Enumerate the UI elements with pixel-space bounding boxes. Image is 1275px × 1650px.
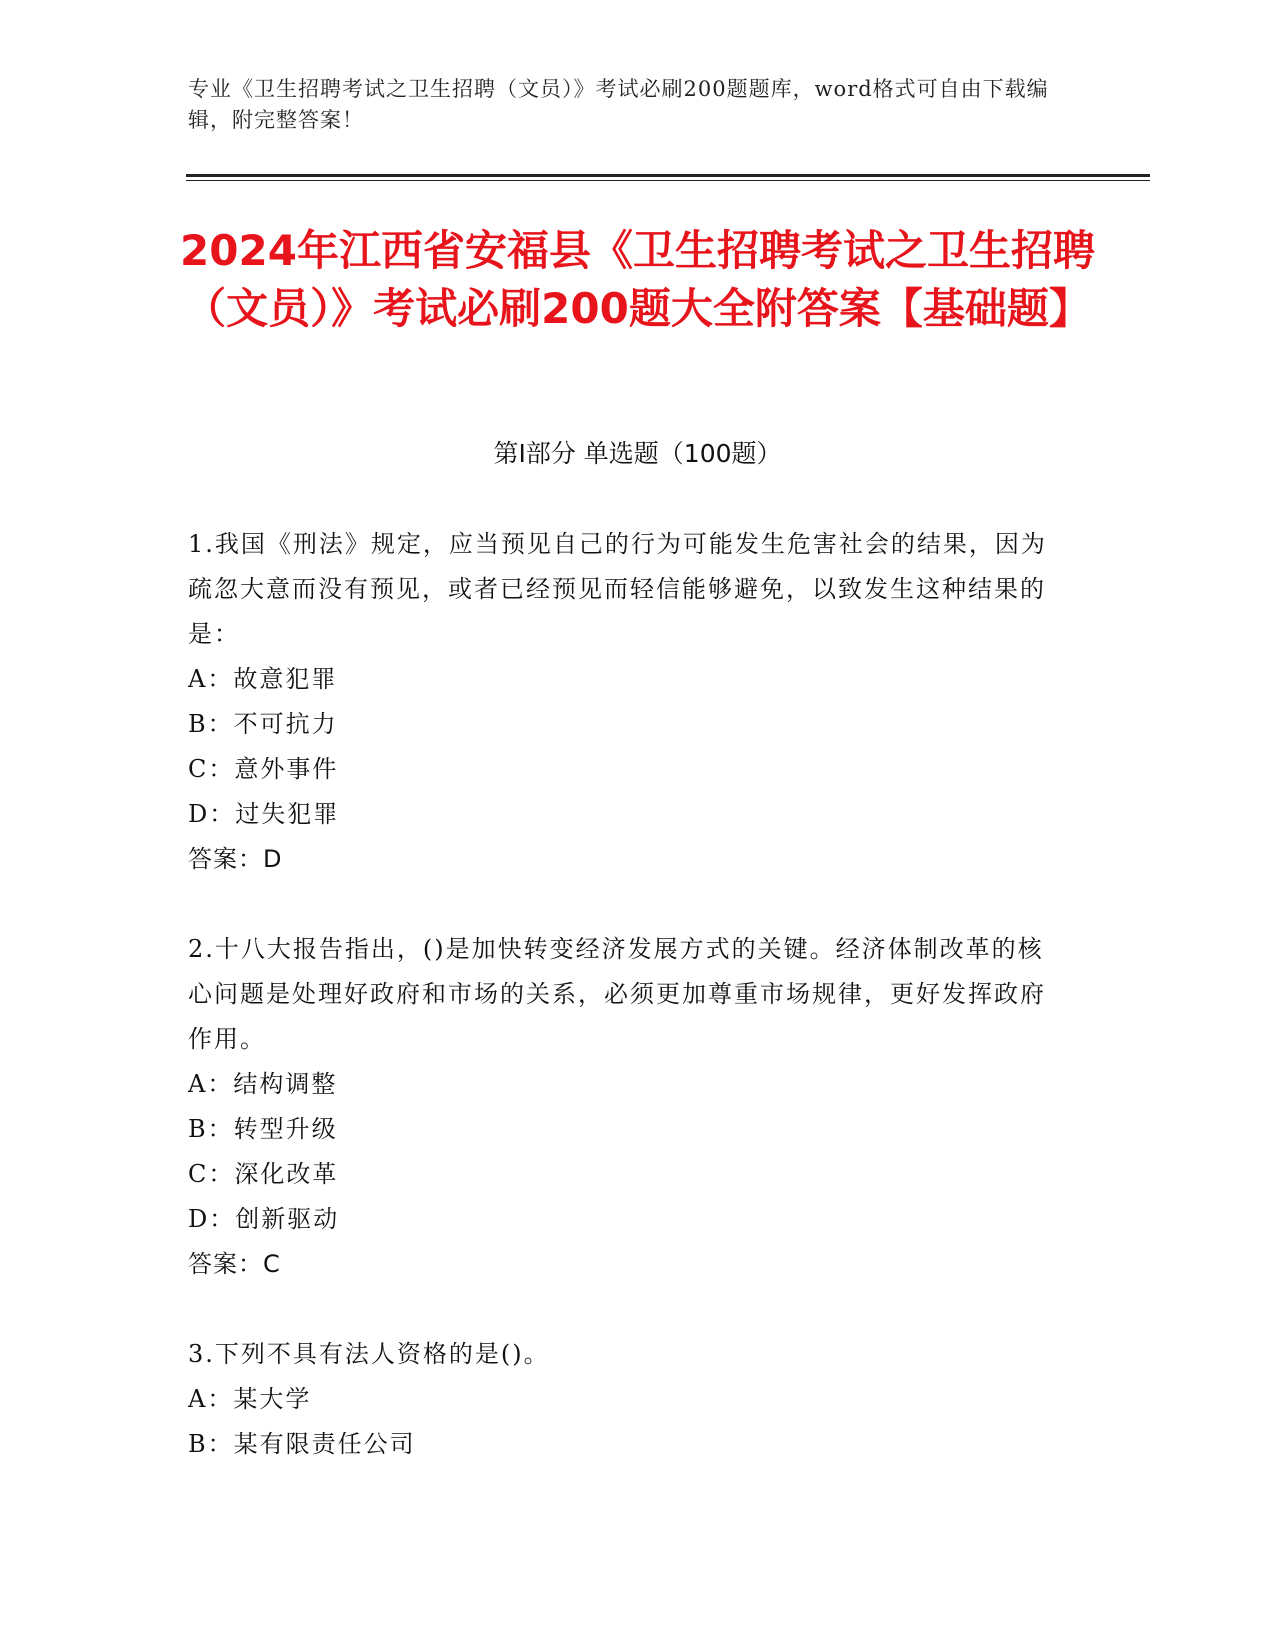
option-d: D：过失犯罪 [188, 800, 340, 828]
question-list [188, 522, 1068, 1467]
option-a: A：结构调整 [188, 1070, 338, 1098]
section-title: 第Ⅰ部分 单选题（100题） [493, 439, 782, 468]
header-note: 专业《卫生招聘考试之卫生招聘（文员）》考试必刷200题题库，word格式可自由下载编辑，附完整答案！ [188, 77, 1049, 132]
answer: 答案：C [188, 1250, 281, 1278]
option-c: C：意外事件 [188, 755, 339, 783]
question-text: 3.下列不具有法人资格的是()。 [188, 1340, 550, 1368]
option-b: B：转型升级 [188, 1115, 338, 1143]
question-spacer [188, 882, 1068, 927]
question-spacer [188, 1287, 1068, 1332]
question-text: 1.我国《刑法》规定，应当预见自己的行为可能发生危害社会的结果，因为疏忽大意而没有预见，或者已经预见而轻信能够避免，以致发生这种结果的是： [188, 530, 1047, 648]
option-c: C：深化改革 [188, 1160, 339, 1188]
question-3 [188, 1332, 1068, 1467]
answer: 答案：D [188, 845, 283, 873]
document-title: 2024年江西省安福县《卫生招聘考试之卫生招聘（文员）》考试必刷200题大全附答案【基础题】 [180, 226, 1095, 333]
option-a: A：故意犯罪 [188, 665, 338, 693]
option-b: B：某有限责任公司 [188, 1430, 416, 1458]
option-d: D：创新驱动 [188, 1205, 340, 1233]
question-1 [188, 522, 1068, 882]
option-b: B：不可抗力 [188, 710, 338, 738]
option-a: A：某大学 [188, 1385, 312, 1413]
question-2 [188, 927, 1068, 1287]
question-text: 2.十八大报告指出，()是加快转变经济发展方式的关键。经济体制改革的核心问题是处理好政府和市场的关系，必须更加尊重市场规律，更好发挥政府作用。 [188, 935, 1046, 1053]
header-divider [186, 174, 1150, 181]
